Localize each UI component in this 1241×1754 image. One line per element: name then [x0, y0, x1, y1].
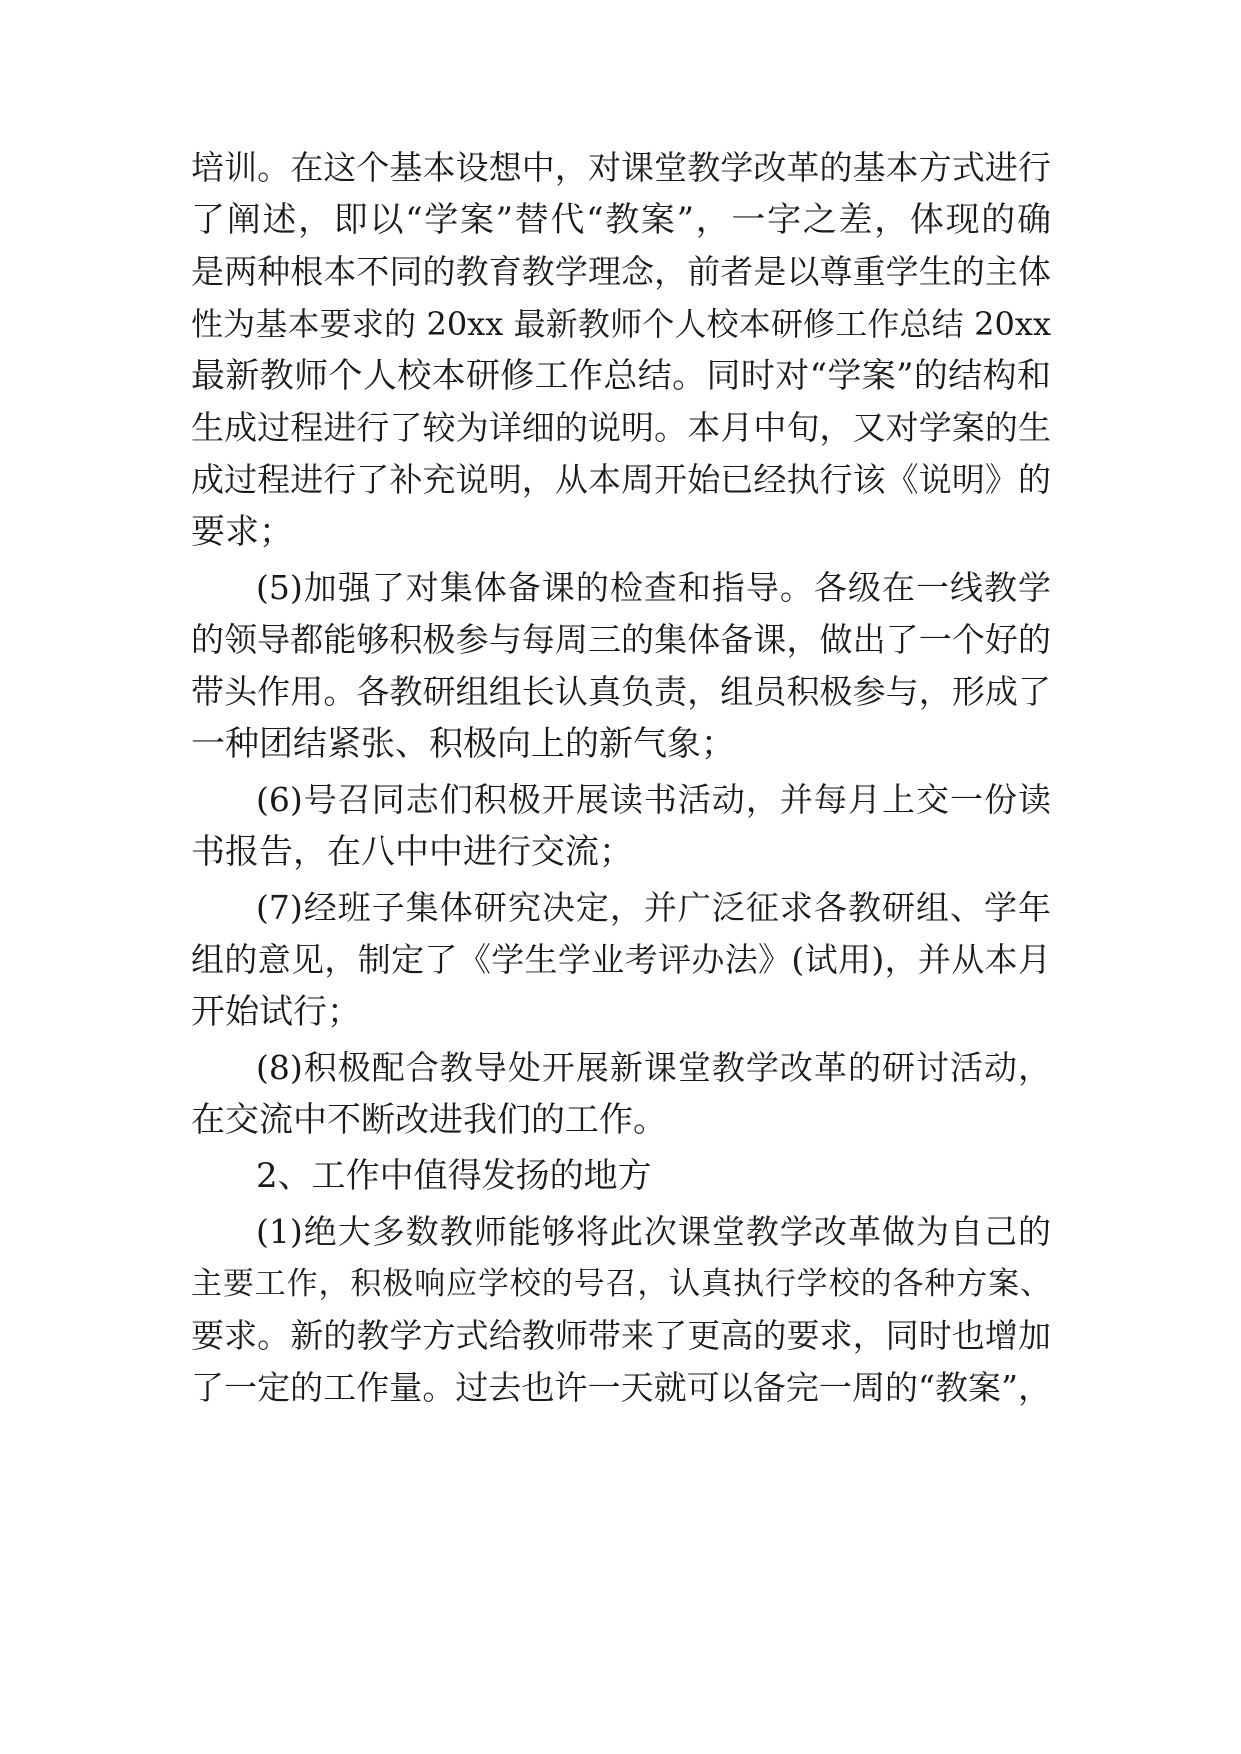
text-line: 性为基本要求的 20xx 最新教师个人校本研修工作总结 20xx — [191, 305, 1051, 343]
text-line: 最新教师个人校本研修工作总结。同时对“学案”的结构和 — [191, 356, 1051, 396]
text-line: 在交流中不断改进我们的工作。 — [191, 1100, 667, 1140]
section-heading: 2、工作中值得发扬的地方 — [256, 1156, 652, 1196]
text-line: 带头作用。各教研组组长认真负责，组员积极参与，形成了 — [191, 672, 1051, 711]
paragraph-first-line: (1)绝大多数教师能够将此次课堂教学改革做为自己的 — [256, 1212, 1051, 1251]
text-line: 要求； — [191, 512, 293, 552]
text-line: 培训。在这个基本设想中，对课堂教学改革的基本方式进行 — [191, 148, 1051, 187]
text-line: 生成过程进行了较为详细的说明。本月中旬，又对学案的生 — [191, 408, 1051, 447]
text-line: 开始试行； — [191, 992, 361, 1032]
text-line: 组的意见，制定了《学生学业考评办法》(试用)，并从本月 — [191, 940, 1051, 979]
text-line: 要求。新的教学方式给教师带来了更高的要求，同时也增加 — [191, 1316, 1051, 1355]
paragraph-first-line: (7)经班子集体研究决定，并广泛征求各教研组、学年 — [256, 888, 1051, 927]
text-line: 了一定的工作量。过去也许一天就可以备完一周的“教案”， — [191, 1368, 1051, 1407]
paragraph-first-line: (5)加强了对集体备课的检查和指导。各级在一线教学 — [256, 568, 1051, 607]
text-line: 书报告，在八中中进行交流； — [191, 832, 633, 872]
text-line: 的领导都能够积极参与每周三的集体备课，做出了一个好的 — [191, 620, 1051, 659]
text-line: 了阐述，即以“学案”替代“教案”，一字之差，体现的确 — [191, 200, 1051, 240]
text-line: 一种团结紧张、积极向上的新气象； — [191, 724, 735, 764]
text-line: 成过程进行了补充说明，从本周开始已经执行该《说明》的 — [191, 460, 1051, 499]
text-line: 是两种根本不同的教育教学理念，前者是以尊重学生的主体 — [191, 252, 1051, 291]
paragraph-first-line: (6)号召同志们积极开展读书活动，并每月上交一份读 — [256, 780, 1051, 819]
text-line: 主要工作，积极响应学校的号召，认真执行学校的各种方案、 — [191, 1266, 1051, 1302]
paragraph-first-line: (8)积极配合教导处开展新课堂教学改革的研讨活动， — [256, 1048, 1051, 1087]
